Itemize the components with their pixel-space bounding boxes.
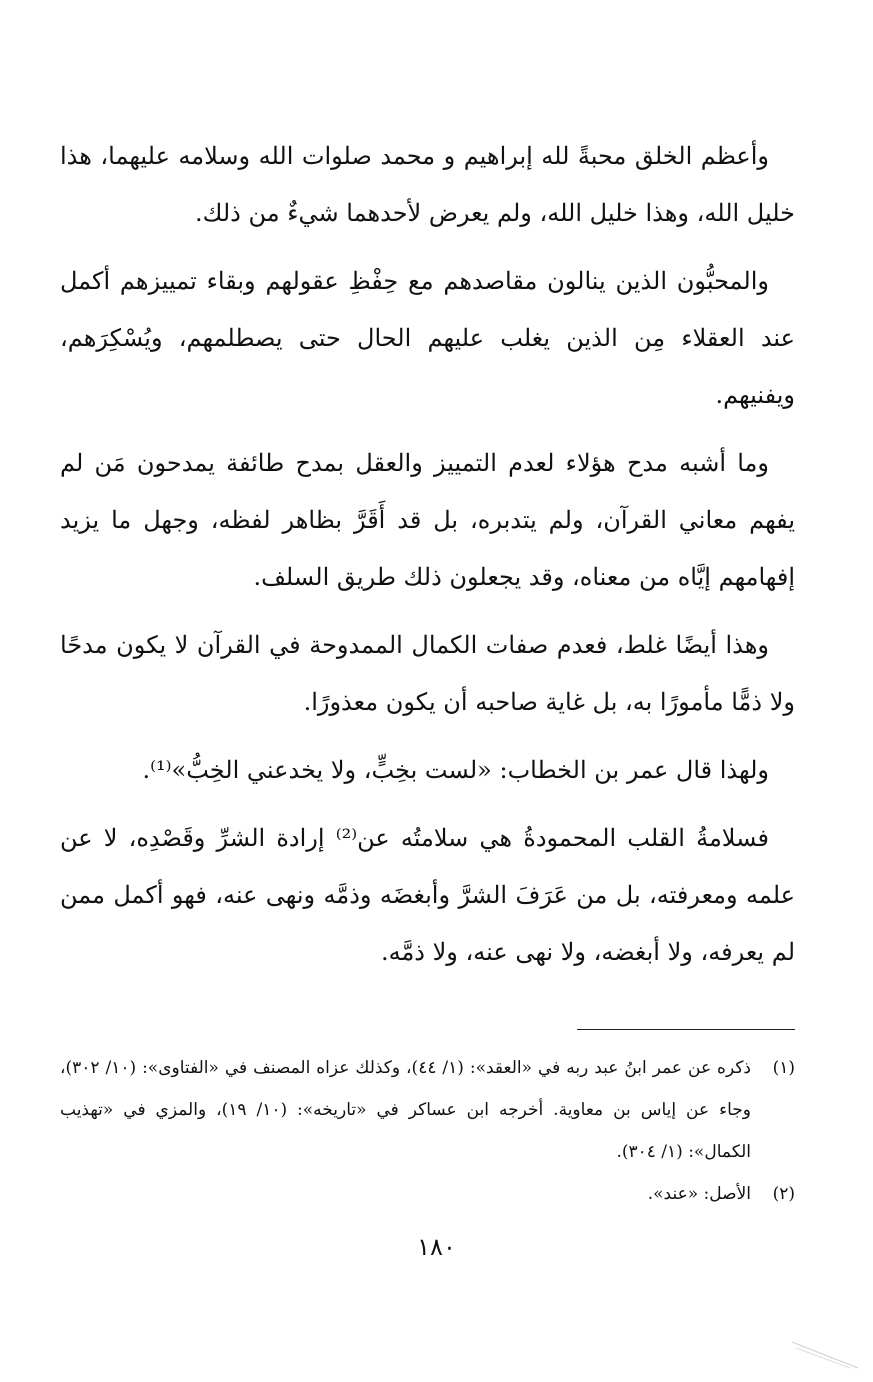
paragraph-2: والمحبُّون الذين ينالون مقاصدهم مع حِفْظِ عقولهم وبقاء تمييزهم أكمل عند العقلاء مِن الذين يغلب عليهم الحال حتى يصطلمهم، ويُسْكِرَهم، ويفنيهم.: [60, 267, 795, 409]
footnote-1: [60, 1047, 795, 1173]
footnote-number: (٢): [772, 1184, 795, 1204]
paragraph-4: وهذا أيضًا غلط، فعدم صفات الكمال الممدوحة في القرآن لا يكون مدحًا ولا ذمًّا مأمورًا به، بل غاية صاحبه أن يكون معذورًا.: [60, 631, 795, 716]
footnote-number: (١): [772, 1058, 795, 1078]
scan-mark: [790, 1340, 860, 1370]
paragraph-5: ولهذا قال عمر بن الخطاب: «لست بخِبٍّ، ولا يخدعني الخِبُّ»⁽¹⁾.: [142, 756, 769, 784]
paragraph-6: فسلامةُ القلب المحمودةُ هي سلامتُه عن⁽²⁾ إرادة الشرِّ وقَصْدِه، لا عن علمه ومعرفته، بل من عَرَفَ الشرَّ وأبغضَه وذمَّه ونهى عنه، فهو أكمل ممن لم يعرفه، ولا أبغضه، ولا نهى عنه، ولا ذمَّه.: [60, 824, 795, 966]
footnote-divider: [577, 1029, 795, 1030]
main-text: [60, 128, 795, 992]
footnote-text: ذكره عن عمر ابنُ عبد ربه في «العقد»: (١/ ٤٤)، وكذلك عزاه المصنف في «الفتاوى»: (١٠/ ٣٠٢)، وجاء عن إياس بن معاوية. أخرجه ابن عساكر في «تاريخه»: (١٠/ ١٩)، والمزي في «تهذيب الكمال»: (١/ ٣٠٤).: [60, 1058, 751, 1162]
page-number: ١٨٠: [417, 1233, 456, 1261]
footnote-text: الأصل: «عند».: [647, 1184, 751, 1204]
footnote-2: [60, 1173, 795, 1215]
paragraph-3: وما أشبه مدح هؤلاء لعدم التمييز والعقل بمدح طائفة يمدحون مَن لم يفهم معاني القرآن، ولم يتدبره، بل قد أَقَرَّ بظاهر لفظه، وجهل ما يزيد إفهامهم إيَّاه من معناه، وقد يجعلون ذلك طريق السلف.: [60, 449, 795, 591]
paragraph-1: وأعظم الخلق محبةً لله إبراهيم و محمد صلوات الله وسلامه عليهما، هذا خليل الله، وهذا خليل الله، ولم يعرض لأحدهما شيءٌ من ذلك.: [60, 142, 795, 227]
footnotes: [60, 1047, 795, 1215]
